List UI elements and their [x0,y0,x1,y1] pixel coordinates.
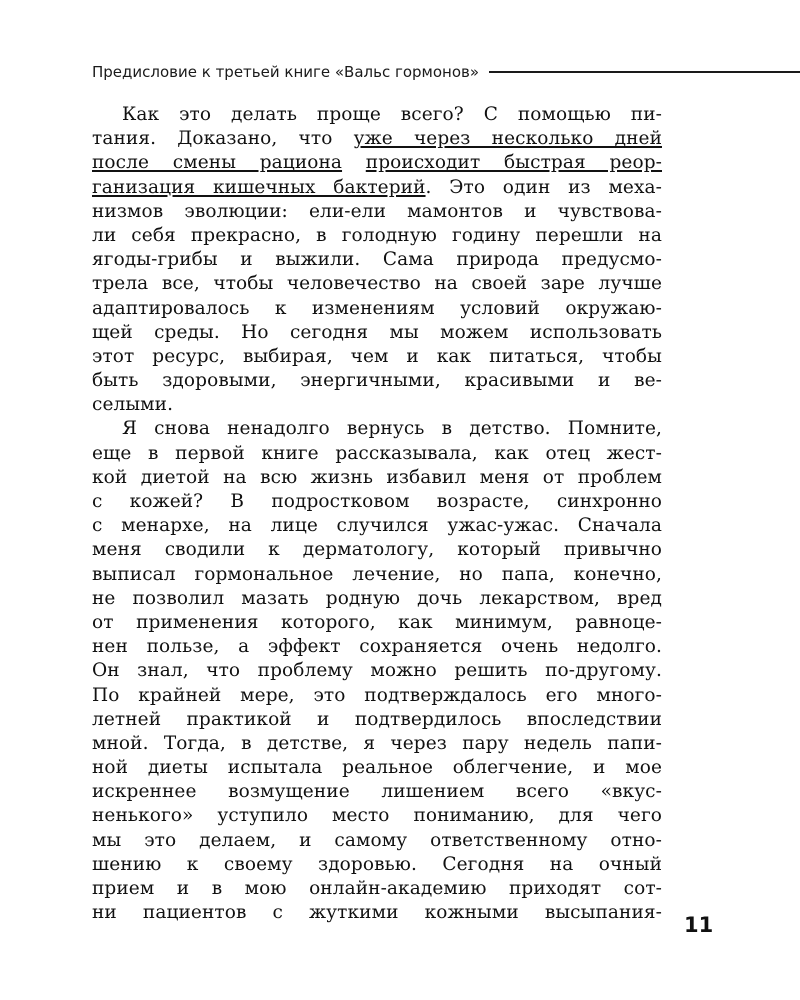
text-line [92,127,662,151]
text-line: Я снова ненадолго вернусь в детство. Помните, [122,418,662,440]
paragraph-2 [92,417,662,925]
running-header [92,63,800,81]
text-line [92,151,662,175]
underlined-text: после смены рациона [92,152,343,174]
text-run: . Это один из меха- [425,176,662,198]
text-line: Он знал, что проблему можно решить по-другому. [92,660,662,682]
text-line: с менархе, на лице случился ужас-ужас. Сначала [92,515,662,537]
text-line: кой диетой на всю жизнь избавил меня от проблем [92,466,662,488]
text-line: летней практикой и подтвердилось впоследствии [92,708,662,730]
text-line: ли себя прекрасно, в голодную годину перешли на [92,224,662,246]
text-run: тания. Доказано, что [92,128,354,150]
text-line: мной. Тогда, в детстве, я через пару недель папи- [92,732,662,754]
text-line: низмов эволюции: ели-ели мамонтов и чувствова- [92,200,662,222]
text-line: шению к своему здоровью. Сегодня на очный [92,853,662,875]
text-line: По крайней мере, это подтверждалось его много- [92,684,662,706]
text-line: меня сводили к дерматологу, который привычно [92,539,662,561]
text-line: ягоды-грибы и выжили. Сама природа предусмо- [92,249,662,271]
page-number: 11 [684,913,714,937]
text-line: нен пользе, а эффект сохраняется очень недолго. [92,636,662,658]
text-line: адаптировалось к изменениям условий окружаю- [92,297,662,319]
text-line: быть здоровыми, энергичными, красивыми и ве- [92,370,662,392]
text-line: щей среды. Но сегодня мы можем использовать [92,321,662,343]
text-line: искреннее возмущение лишением всего «вкус- [92,781,662,803]
text-line: с кожей? В подростковом возрасте, синхронно [92,491,662,512]
underlined-text: уже через несколько дней [353,128,662,150]
text-line: ной диеты испытала реальное облегчение, и мое [92,757,662,779]
text-line: селыми. [92,394,174,416]
paragraph-1 [92,103,662,417]
text-line: выписал гормональное лечение, но папа, конечно, [92,563,662,585]
text-line: трела все, чтобы человечество на своей заре лучше [92,273,662,295]
text-line: ни пациентов с жуткими кожными высыпания- [92,902,662,924]
text-line: этот ресурс, выбирая, чем и как питаться, чтобы [92,345,662,367]
text-run [342,152,366,173]
underlined-text: происходит быстрая реор- [365,152,662,174]
body-text [92,103,662,925]
running-title: Предисловие к третьей книге «Вальс гормонов» [92,63,480,81]
underlined-text: ганизация кишечных бактерий [92,176,426,198]
text-line: Как это делать проще всего? С помощью пи- [122,104,662,125]
text-line [92,176,662,200]
text-line: мы это делаем, и самому ответственному отно- [92,829,662,851]
text-line: еще в первой книге рассказывала, как отец жест- [92,442,662,464]
text-line: ненького» уступило место пониманию, для чего [92,805,662,827]
text-line: от применения которого, как минимум, равноце- [92,611,662,633]
text-line: прием и в мою онлайн-академию приходят сот- [92,878,662,899]
text-line: не позволил мазать родную дочь лекарством, вред [92,587,662,609]
header-rule [489,71,800,73]
